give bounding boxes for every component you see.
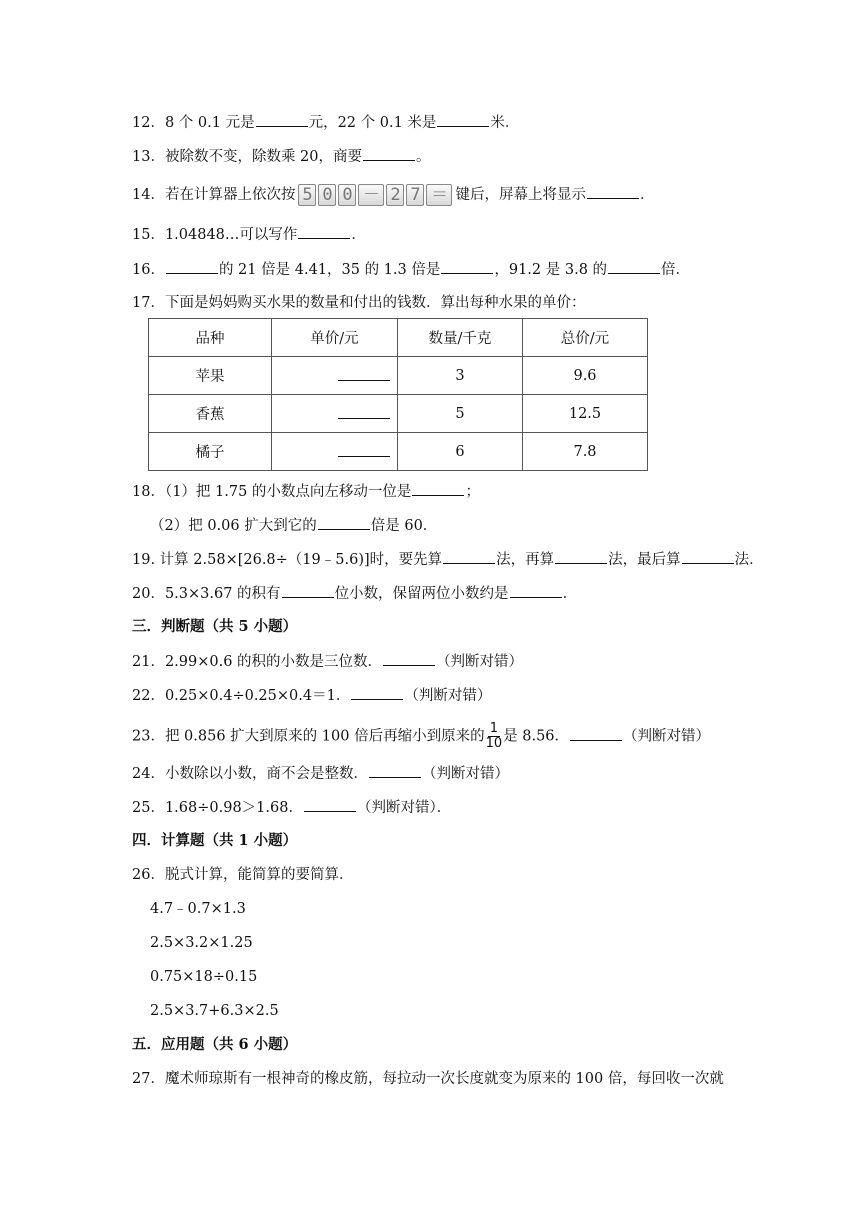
table-row [149,357,648,395]
calculation-item: 0.75×18÷0.15 [150,969,258,985]
table-cell [272,433,398,471]
calculation-item: 2.5×3.2×1.25 [150,935,253,951]
table-header: 总价/元 [523,319,648,357]
section-heading-application: 五．应用题（共 6 小题） [132,1036,298,1053]
answer-blank[interactable] [682,549,734,564]
fruit-table [148,318,648,471]
answer-blank[interactable] [256,112,308,127]
answer-blank[interactable] [437,112,489,127]
fraction-one-tenth: $\frac{1}{10}$ [485,721,503,751]
calculator-keys [298,184,452,206]
question-25: 25．1.68÷0.98＞1.68． （判断对错）． [132,797,451,818]
table-cell: 5 [398,395,523,433]
question-13: 13．被除数不变，除数乘 20，商要 。 [132,146,431,167]
calculator-key: － [358,184,384,206]
answer-blank[interactable] [443,549,495,564]
table-cell: 12.5 [523,395,648,433]
table-header-row [149,319,648,357]
table-cell: 3 [398,357,523,395]
answer-blank[interactable] [383,651,435,666]
table-cell: 6 [398,433,523,471]
calculation-item: 4.7﹣0.7×1.3 [150,901,246,917]
answer-blank[interactable] [338,404,390,419]
question-15: 15．1.04848…可以写作 ． [132,224,366,245]
question-24: 24．小数除以小数，商不会是整数． （判断对错） [132,763,509,784]
question-12: 12．8 个 0.1 元是 元，22 个 0.1 米是 米． [132,112,519,133]
answer-blank[interactable] [298,224,350,239]
answer-blank[interactable] [510,583,562,598]
calculation-item: 2.5×3.7+6.3×2.5 [150,1003,279,1019]
table-cell: 香蕉 [149,395,272,433]
answer-blank[interactable] [363,146,415,161]
answer-blank[interactable] [338,366,390,381]
section-heading-calculation: 四．计算题（共 1 小题） [132,832,298,849]
answer-blank[interactable] [338,442,390,457]
calculator-key: 0 [338,184,356,206]
table-cell: 7.8 [523,433,648,471]
table-header: 数量/千克 [398,319,523,357]
section-heading-judgement: 三．判断题（共 5 小题） [132,618,298,635]
calculator-key: 2 [386,184,404,206]
answer-blank[interactable] [304,797,356,812]
table-cell: 9.6 [523,357,648,395]
question-22: 22．0.25×0.4÷0.25×0.4＝1． （判断对错） [132,685,491,706]
answer-blank[interactable] [587,184,639,199]
answer-blank[interactable] [351,685,403,700]
answer-blank[interactable] [412,481,464,496]
question-16: 16． 的 21 倍是 4.41，35 的 1.3 倍是 ，91.2 是 3.8 的 倍． [132,259,690,280]
question-17: 17．下面是妈妈购买水果的数量和付出的钱数．算出每种水果的单价： [132,295,586,311]
answer-blank[interactable] [369,763,421,778]
calculator-key: 5 [298,184,316,206]
calculator-key: ＝ [426,184,452,206]
calculator-key: 0 [318,184,336,206]
table-cell [272,357,398,395]
answer-blank[interactable] [441,259,493,274]
answer-blank[interactable] [608,259,660,274]
table-header: 品种 [149,319,272,357]
calculator-key: 7 [406,184,424,206]
question-14: 14．若在计算器上依次按 5 0 0 － 2 7 ＝ 键后，屏幕上将显示 ． [132,185,655,205]
question-18-part-2: （2）把 0.06 扩大到它的 倍是 60． [150,515,437,536]
answer-blank[interactable] [570,726,622,741]
table-row [149,433,648,471]
question-26: 26．脱式计算，能简算的要简算． [132,867,354,883]
table-row [149,395,648,433]
question-27: 27．魔术师琼斯有一根神奇的橡皮筋，每拉动一次长度就变为原来的 100 倍，每回收一次就 [132,1071,724,1087]
table-header: 单价/元 [272,319,398,357]
table-cell: 苹果 [149,357,272,395]
answer-blank[interactable] [282,583,334,598]
answer-blank[interactable] [166,259,218,274]
question-21: 21．2.99×0.6 的积的小数是三位数． （判断对错） [132,651,523,672]
question-18-part-1: 18．（1）把 1.75 的小数点向左移动一位是 ； [132,481,480,502]
answer-blank[interactable] [318,515,370,530]
table-cell: 橘子 [149,433,272,471]
question-23: 23．把 0.856 扩大到原来的 100 倍后再缩小到原来的 $\frac{1}{10}$ 是 8.56． （判断对错） [132,721,711,751]
question-19: 19. 计算 2.58×[26.8÷（19﹣5.6)]时，要先算 法，再算 法，最后算 法． [132,549,764,570]
question-20: 20．5.3×3.67 的积有 位小数，保留两位小数约是 ． [132,583,577,604]
answer-blank[interactable] [555,549,607,564]
table-cell [272,395,398,433]
